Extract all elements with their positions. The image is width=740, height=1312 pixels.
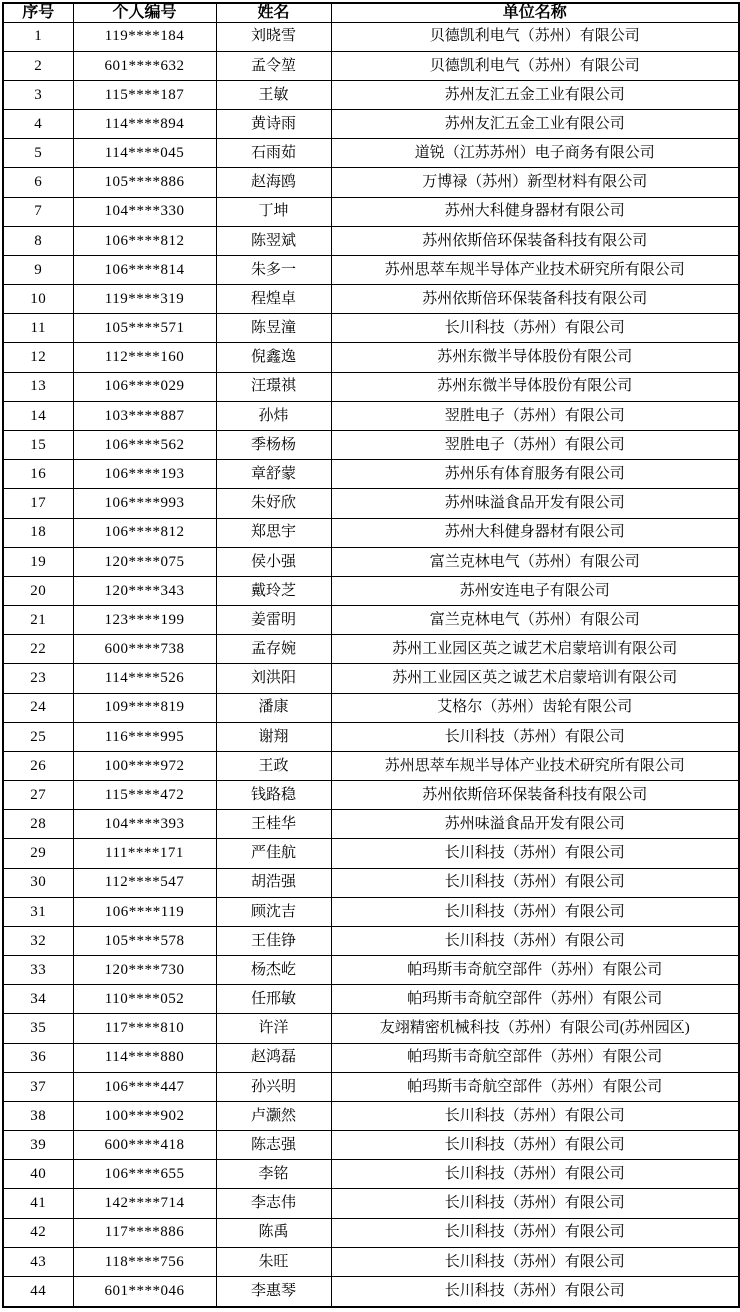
- table-cell-company: 富兰克林电气（苏州）有限公司: [331, 606, 739, 635]
- table-cell-name: 王政: [216, 751, 331, 780]
- table-cell-company: 帕玛斯韦奇航空部件（苏州）有限公司: [331, 1072, 739, 1101]
- table-cell-name: 孟令堃: [216, 51, 331, 80]
- table-cell-serial: 8: [3, 226, 73, 255]
- table-cell-name: 刘晓雪: [216, 22, 331, 51]
- table-cell-serial: 24: [3, 693, 73, 722]
- table-cell-serial: 43: [3, 1247, 73, 1276]
- table-cell-serial: 41: [3, 1189, 73, 1218]
- table-row: [3, 985, 739, 1014]
- table-row: [3, 781, 739, 810]
- table-row: [3, 897, 739, 926]
- table-row: [3, 606, 739, 635]
- table-cell-company: 长川科技（苏州）有限公司: [331, 1247, 739, 1276]
- table-row: [3, 1189, 739, 1218]
- table-cell-serial: 25: [3, 722, 73, 751]
- table-cell-serial: 42: [3, 1218, 73, 1247]
- table-cell-serial: 29: [3, 839, 73, 868]
- table-cell-name: 朱妤欣: [216, 489, 331, 518]
- table-cell-name: 陈翌斌: [216, 226, 331, 255]
- table-cell-name: 朱多一: [216, 255, 331, 284]
- table-cell-personal-id: 106****655: [73, 1160, 216, 1189]
- table-cell-personal-id: 106****193: [73, 460, 216, 489]
- table-row: [3, 1247, 739, 1276]
- table-cell-personal-id: 105****571: [73, 314, 216, 343]
- table-cell-company: 翌胜电子（苏州）有限公司: [331, 401, 739, 430]
- table-cell-company: 万博禄（苏州）新型材料有限公司: [331, 168, 739, 197]
- table-cell-personal-id: 106****993: [73, 489, 216, 518]
- table-cell-name: 王佳铮: [216, 926, 331, 955]
- table-cell-personal-id: 109****819: [73, 693, 216, 722]
- table-cell-serial: 40: [3, 1160, 73, 1189]
- table-row: [3, 693, 739, 722]
- table-cell-serial: 23: [3, 664, 73, 693]
- table-row: [3, 1101, 739, 1130]
- table-cell-company: 苏州工业园区英之诚艺术启蒙培训有限公司: [331, 664, 739, 693]
- table-row: [3, 1218, 739, 1247]
- table-cell-name: 潘康: [216, 693, 331, 722]
- table-row: [3, 489, 739, 518]
- table-cell-company: 苏州乐有体育服务有限公司: [331, 460, 739, 489]
- table-cell-company: 长川科技（苏州）有限公司: [331, 868, 739, 897]
- table-cell-company: 帕玛斯韦奇航空部件（苏州）有限公司: [331, 956, 739, 985]
- table-cell-serial: 9: [3, 255, 73, 284]
- table-cell-personal-id: 104****393: [73, 810, 216, 839]
- table-cell-personal-id: 106****812: [73, 518, 216, 547]
- table-cell-company: 道锐（江苏苏州）电子商务有限公司: [331, 139, 739, 168]
- table-cell-serial: 3: [3, 80, 73, 109]
- table-row: [3, 576, 739, 605]
- table-cell-company: 苏州依斯倍环保装备科技有限公司: [331, 781, 739, 810]
- table-cell-name: 戴玲芝: [216, 576, 331, 605]
- table-cell-personal-id: 106****119: [73, 897, 216, 926]
- table-cell-personal-id: 103****887: [73, 401, 216, 430]
- table-cell-name: 季杨杨: [216, 431, 331, 460]
- table-cell-personal-id: 117****810: [73, 1014, 216, 1043]
- table-cell-name: 孙兴明: [216, 1072, 331, 1101]
- table-cell-serial: 36: [3, 1043, 73, 1072]
- table-cell-serial: 17: [3, 489, 73, 518]
- table-cell-serial: 33: [3, 956, 73, 985]
- table-cell-serial: 39: [3, 1131, 73, 1160]
- table-row: [3, 460, 739, 489]
- table-row: [3, 255, 739, 284]
- table-cell-name: 任邢敏: [216, 985, 331, 1014]
- table-cell-personal-id: 112****160: [73, 343, 216, 372]
- table-cell-company: 长川科技（苏州）有限公司: [331, 1131, 739, 1160]
- table-cell-serial: 1: [3, 22, 73, 51]
- table-cell-name: 杨杰屹: [216, 956, 331, 985]
- table-cell-personal-id: 142****714: [73, 1189, 216, 1218]
- table-cell-company: 长川科技（苏州）有限公司: [331, 1101, 739, 1130]
- table-row: [3, 722, 739, 751]
- table-cell-serial: 38: [3, 1101, 73, 1130]
- table-row: [3, 1014, 739, 1043]
- table-cell-name: 李志伟: [216, 1189, 331, 1218]
- table-cell-serial: 6: [3, 168, 73, 197]
- table-cell-company: 友翊精密机械科技（苏州）有限公司(苏州园区): [331, 1014, 739, 1043]
- table-cell-personal-id: 119****319: [73, 285, 216, 314]
- table-cell-company: 富兰克林电气（苏州）有限公司: [331, 547, 739, 576]
- table-cell-personal-id: 601****046: [73, 1276, 216, 1307]
- table-cell-serial: 14: [3, 401, 73, 430]
- table-cell-personal-id: 119****184: [73, 22, 216, 51]
- table-cell-company: 苏州友汇五金工业有限公司: [331, 110, 739, 139]
- table-cell-name: 王桂华: [216, 810, 331, 839]
- table-cell-name: 谢翔: [216, 722, 331, 751]
- table-row: [3, 1131, 739, 1160]
- table-cell-personal-id: 117****886: [73, 1218, 216, 1247]
- table-cell-name: 倪鑫逸: [216, 343, 331, 372]
- table-cell-name: 孙炜: [216, 401, 331, 430]
- personnel-roster-table: [2, 2, 740, 1308]
- table-cell-name: 李惠琴: [216, 1276, 331, 1307]
- table-cell-serial: 37: [3, 1072, 73, 1101]
- table-cell-personal-id: 106****029: [73, 372, 216, 401]
- table-cell-personal-id: 120****075: [73, 547, 216, 576]
- table-cell-serial: 21: [3, 606, 73, 635]
- table-cell-serial: 22: [3, 635, 73, 664]
- table-cell-personal-id: 105****886: [73, 168, 216, 197]
- table-cell-serial: 44: [3, 1276, 73, 1307]
- table-cell-personal-id: 105****578: [73, 926, 216, 955]
- roster-page: [0, 2, 740, 1312]
- table-cell-name: 陈志强: [216, 1131, 331, 1160]
- table-cell-name: 刘洪阳: [216, 664, 331, 693]
- table-cell-company: 长川科技（苏州）有限公司: [331, 839, 739, 868]
- table-cell-serial: 28: [3, 810, 73, 839]
- table-cell-personal-id: 100****972: [73, 751, 216, 780]
- table-row: [3, 839, 739, 868]
- table-cell-company: 长川科技（苏州）有限公司: [331, 722, 739, 751]
- table-cell-personal-id: 110****052: [73, 985, 216, 1014]
- table-cell-company: 苏州大科健身器材有限公司: [331, 518, 739, 547]
- table-cell-company: 苏州东微半导体股份有限公司: [331, 372, 739, 401]
- table-cell-company: 苏州思萃车规半导体产业技术研究所有限公司: [331, 751, 739, 780]
- table-cell-name: 黄诗雨: [216, 110, 331, 139]
- table-cell-company: 艾格尔（苏州）齿轮有限公司: [331, 693, 739, 722]
- table-cell-personal-id: 115****472: [73, 781, 216, 810]
- table-cell-personal-id: 114****880: [73, 1043, 216, 1072]
- table-cell-serial: 34: [3, 985, 73, 1014]
- table-cell-company: 帕玛斯韦奇航空部件（苏州）有限公司: [331, 1043, 739, 1072]
- table-row: [3, 139, 739, 168]
- table-row: [3, 1043, 739, 1072]
- table-cell-personal-id: 114****045: [73, 139, 216, 168]
- table-cell-name: 程煌卓: [216, 285, 331, 314]
- table-row: [3, 51, 739, 80]
- table-cell-company: 苏州思萃车规半导体产业技术研究所有限公司: [331, 255, 739, 284]
- table-cell-serial: 26: [3, 751, 73, 780]
- table-cell-company: 长川科技（苏州）有限公司: [331, 1276, 739, 1307]
- table-cell-personal-id: 111****171: [73, 839, 216, 868]
- table-cell-personal-id: 115****187: [73, 80, 216, 109]
- table-cell-company: 苏州味溢食品开发有限公司: [331, 810, 739, 839]
- table-row: [3, 168, 739, 197]
- table-cell-serial: 16: [3, 460, 73, 489]
- table-cell-company: 苏州依斯倍环保装备科技有限公司: [331, 285, 739, 314]
- table-row: [3, 751, 739, 780]
- table-cell-personal-id: 601****632: [73, 51, 216, 80]
- table-row: [3, 868, 739, 897]
- table-cell-serial: 4: [3, 110, 73, 139]
- table-row: [3, 664, 739, 693]
- table-cell-name: 丁坤: [216, 197, 331, 226]
- table-cell-personal-id: 114****526: [73, 664, 216, 693]
- table-row: [3, 80, 739, 109]
- table-row: [3, 343, 739, 372]
- table-cell-personal-id: 100****902: [73, 1101, 216, 1130]
- table-row: [3, 110, 739, 139]
- table-row: [3, 22, 739, 51]
- table-row: [3, 226, 739, 255]
- table-cell-name: 胡浩强: [216, 868, 331, 897]
- table-cell-personal-id: 114****894: [73, 110, 216, 139]
- table-cell-serial: 31: [3, 897, 73, 926]
- table-cell-serial: 7: [3, 197, 73, 226]
- table-cell-company: 翌胜电子（苏州）有限公司: [331, 431, 739, 460]
- table-cell-serial: 15: [3, 431, 73, 460]
- table-cell-serial: 2: [3, 51, 73, 80]
- table-row: [3, 285, 739, 314]
- table-cell-company: 苏州味溢食品开发有限公司: [331, 489, 739, 518]
- table-row: [3, 1072, 739, 1101]
- table-cell-personal-id: 112****547: [73, 868, 216, 897]
- table-row: [3, 1276, 739, 1307]
- table-cell-serial: 19: [3, 547, 73, 576]
- table-cell-name: 姜雷明: [216, 606, 331, 635]
- table-row: [3, 956, 739, 985]
- table-cell-serial: 20: [3, 576, 73, 605]
- table-row: [3, 372, 739, 401]
- table-row: [3, 635, 739, 664]
- table-cell-company: 长川科技（苏州）有限公司: [331, 926, 739, 955]
- table-cell-serial: 13: [3, 372, 73, 401]
- table-row: [3, 926, 739, 955]
- table-cell-personal-id: 123****199: [73, 606, 216, 635]
- table-cell-company: 帕玛斯韦奇航空部件（苏州）有限公司: [331, 985, 739, 1014]
- table-cell-company: 长川科技（苏州）有限公司: [331, 314, 739, 343]
- table-cell-name: 王敏: [216, 80, 331, 109]
- table-cell-name: 章舒蒙: [216, 460, 331, 489]
- table-cell-company: 苏州依斯倍环保装备科技有限公司: [331, 226, 739, 255]
- table-cell-company: 苏州工业园区英之诚艺术启蒙培训有限公司: [331, 635, 739, 664]
- header-name: 姓名: [216, 3, 331, 22]
- table-cell-personal-id: 104****330: [73, 197, 216, 226]
- table-cell-company: 长川科技（苏州）有限公司: [331, 1189, 739, 1218]
- table-cell-company: 贝德凯利电气（苏州）有限公司: [331, 22, 739, 51]
- table-cell-serial: 30: [3, 868, 73, 897]
- table-cell-serial: 12: [3, 343, 73, 372]
- table-cell-name: 卢灏然: [216, 1101, 331, 1130]
- table-cell-name: 钱路稳: [216, 781, 331, 810]
- header-serial: 序号: [3, 3, 73, 22]
- table-cell-personal-id: 106****812: [73, 226, 216, 255]
- table-cell-serial: 35: [3, 1014, 73, 1043]
- table-cell-personal-id: 106****562: [73, 431, 216, 460]
- table-cell-name: 郑思宇: [216, 518, 331, 547]
- table-cell-name: 汪璟祺: [216, 372, 331, 401]
- table-cell-name: 侯小强: [216, 547, 331, 576]
- table-cell-name: 朱旺: [216, 1247, 331, 1276]
- table-cell-serial: 11: [3, 314, 73, 343]
- table-cell-name: 赵鸿磊: [216, 1043, 331, 1072]
- table-cell-name: 陈禹: [216, 1218, 331, 1247]
- table-header-row: [3, 3, 739, 22]
- table-row: [3, 810, 739, 839]
- table-row: [3, 197, 739, 226]
- table-cell-personal-id: 118****756: [73, 1247, 216, 1276]
- table-cell-company: 苏州东微半导体股份有限公司: [331, 343, 739, 372]
- table-cell-name: 严佳航: [216, 839, 331, 868]
- table-cell-serial: 27: [3, 781, 73, 810]
- header-company: 单位名称: [331, 3, 739, 22]
- table-cell-name: 李铭: [216, 1160, 331, 1189]
- table-cell-company: 长川科技（苏州）有限公司: [331, 897, 739, 926]
- table-cell-serial: 32: [3, 926, 73, 955]
- table-row: [3, 314, 739, 343]
- header-personal-id: 个人编号: [73, 3, 216, 22]
- table-cell-company: 苏州大科健身器材有限公司: [331, 197, 739, 226]
- table-cell-company: 长川科技（苏州）有限公司: [331, 1218, 739, 1247]
- table-row: [3, 518, 739, 547]
- table-body: [3, 22, 739, 1307]
- table-cell-name: 顾沈吉: [216, 897, 331, 926]
- table-cell-company: 苏州友汇五金工业有限公司: [331, 80, 739, 109]
- table-cell-name: 石雨茹: [216, 139, 331, 168]
- table-cell-personal-id: 120****343: [73, 576, 216, 605]
- table-cell-personal-id: 120****730: [73, 956, 216, 985]
- table-cell-serial: 5: [3, 139, 73, 168]
- table-row: [3, 401, 739, 430]
- table-cell-serial: 18: [3, 518, 73, 547]
- table-cell-personal-id: 106****814: [73, 255, 216, 284]
- table-cell-company: 贝德凯利电气（苏州）有限公司: [331, 51, 739, 80]
- table-cell-personal-id: 600****418: [73, 1131, 216, 1160]
- table-row: [3, 1160, 739, 1189]
- table-cell-company: 长川科技（苏州）有限公司: [331, 1160, 739, 1189]
- table-cell-name: 许洋: [216, 1014, 331, 1043]
- table-cell-name: 陈昱潼: [216, 314, 331, 343]
- table-cell-personal-id: 116****995: [73, 722, 216, 751]
- table-cell-serial: 10: [3, 285, 73, 314]
- table-cell-personal-id: 106****447: [73, 1072, 216, 1101]
- table-cell-company: 苏州安连电子有限公司: [331, 576, 739, 605]
- table-row: [3, 547, 739, 576]
- table-row: [3, 431, 739, 460]
- table-cell-personal-id: 600****738: [73, 635, 216, 664]
- table-cell-name: 孟存婉: [216, 635, 331, 664]
- table-cell-name: 赵海鸥: [216, 168, 331, 197]
